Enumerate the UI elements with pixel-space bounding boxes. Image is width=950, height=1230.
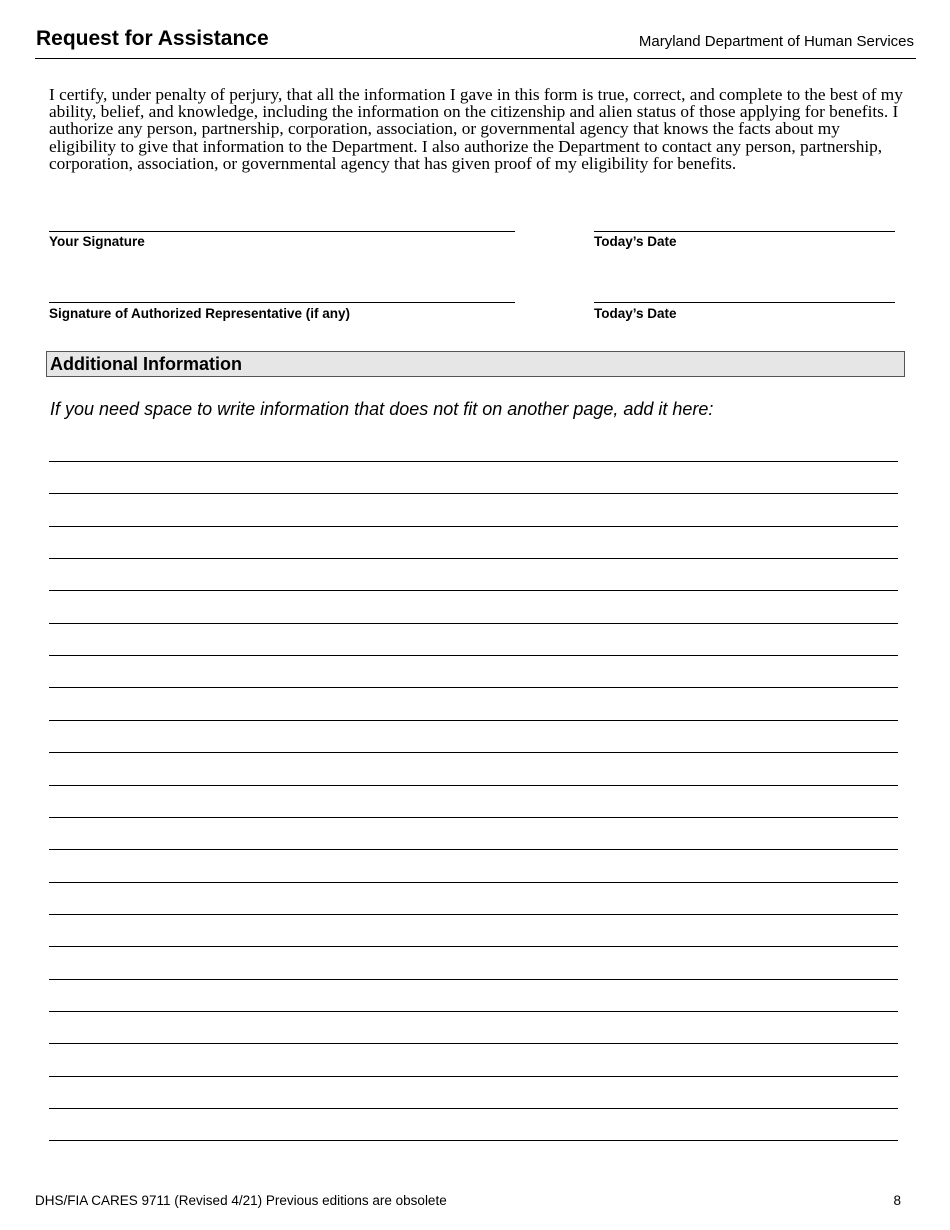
writing-line[interactable] bbox=[49, 1043, 898, 1044]
writing-line[interactable] bbox=[49, 720, 898, 721]
writing-line[interactable] bbox=[49, 914, 898, 915]
writing-line[interactable] bbox=[49, 493, 898, 494]
writing-line[interactable] bbox=[49, 1140, 898, 1141]
writing-line[interactable] bbox=[49, 1076, 898, 1077]
writing-line[interactable] bbox=[49, 1108, 898, 1109]
additional-information-header bbox=[46, 351, 905, 377]
your-signature-line[interactable] bbox=[49, 231, 515, 232]
certification-statement: I certify, under penalty of perjury, that all the information I gave in this form is true, correct, and complete to the best of my ability, belief, and knowledge, including the information on the citizenship and alien status of those applying for benefits. I authorize any person, partnership, corporation, association, or governmental agency that knows the facts about my eligibility to give that information to the Department. I also authorize the Department to contact any person, partnership, corporation, association, or governmental agency that has given proof of my eligibility for benefits. bbox=[49, 85, 903, 173]
writing-line[interactable] bbox=[49, 655, 898, 656]
writing-line[interactable] bbox=[49, 817, 898, 818]
representative-signature-label: Signature of Authorized Representative (if any) bbox=[49, 306, 351, 321]
writing-line[interactable] bbox=[49, 1011, 898, 1012]
page-number: 8 bbox=[893, 1193, 901, 1208]
writing-line[interactable] bbox=[49, 946, 898, 947]
writing-line[interactable] bbox=[49, 752, 898, 753]
writing-line[interactable] bbox=[49, 558, 898, 559]
writing-line[interactable] bbox=[49, 687, 898, 688]
writing-line[interactable] bbox=[49, 849, 898, 850]
your-signature-label: Your Signature bbox=[49, 234, 145, 249]
writing-line[interactable] bbox=[49, 623, 898, 624]
writing-line[interactable] bbox=[49, 882, 898, 883]
todays-date-label-2: Today’s Date bbox=[594, 306, 677, 321]
writing-line[interactable] bbox=[49, 461, 898, 462]
todays-date-line-1[interactable] bbox=[594, 231, 895, 232]
writing-line[interactable] bbox=[49, 526, 898, 527]
todays-date-label-1: Today’s Date bbox=[594, 234, 677, 249]
header-divider bbox=[35, 58, 916, 59]
additional-instruction: If you need space to write information that does not fit on another page, add it here: bbox=[50, 399, 714, 419]
agency-name: Maryland Department of Human Services bbox=[638, 33, 914, 50]
page-title: Request for Assistance bbox=[36, 27, 269, 50]
representative-signature-line[interactable] bbox=[49, 302, 515, 303]
todays-date-line-2[interactable] bbox=[594, 302, 895, 303]
section-title: Additional Information bbox=[50, 354, 242, 374]
writing-line[interactable] bbox=[49, 785, 898, 786]
writing-line[interactable] bbox=[49, 979, 898, 980]
form-number: DHS/FIA CARES 9711 (Revised 4/21) Previous editions are obsolete bbox=[35, 1193, 447, 1208]
writing-line[interactable] bbox=[49, 590, 898, 591]
